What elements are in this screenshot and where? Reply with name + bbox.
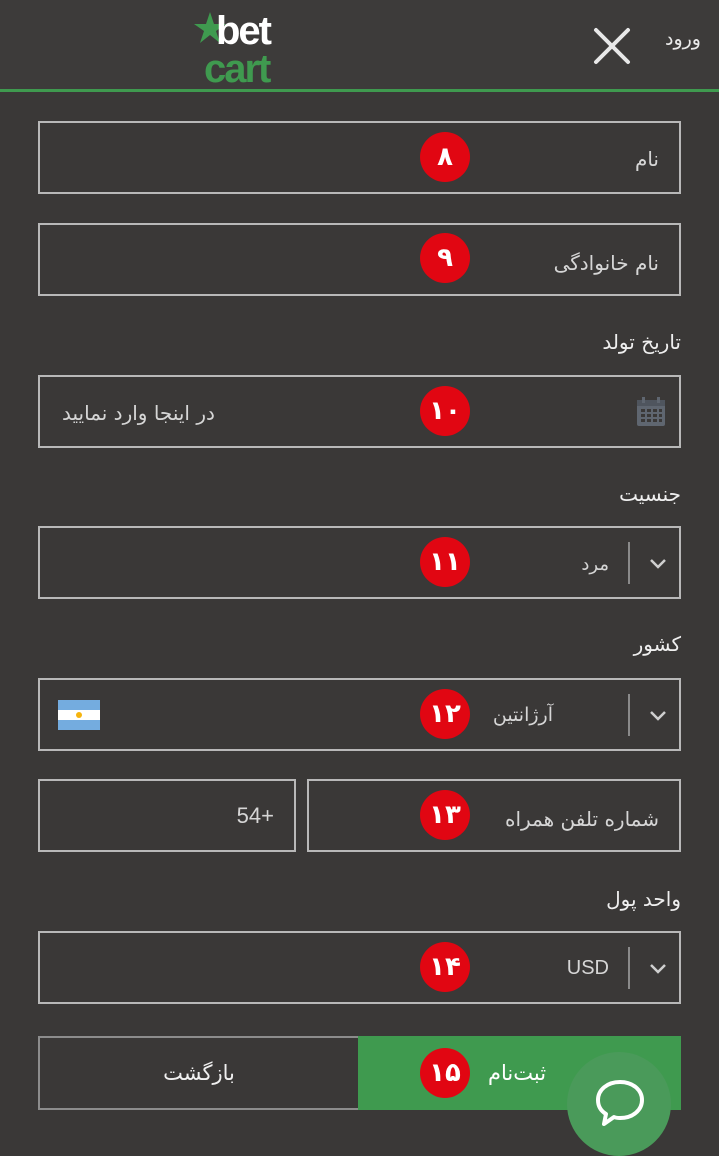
first-name-placeholder: نام bbox=[634, 147, 659, 171]
birth-date-placeholder: در اینجا وارد نمایید bbox=[62, 401, 215, 425]
gender-value: مرد bbox=[581, 554, 609, 575]
currency-label: واحد پول bbox=[606, 887, 681, 911]
step-badge-10: ۱۰ bbox=[420, 386, 470, 436]
last-name-placeholder: نام خانوادگی bbox=[553, 251, 659, 275]
last-name-input[interactable] bbox=[38, 223, 681, 296]
back-button-label: بازگشت bbox=[163, 1061, 235, 1085]
select-divider bbox=[628, 542, 630, 584]
chevron-down-icon bbox=[648, 708, 668, 727]
betcart-logo[interactable] bbox=[192, 6, 292, 86]
chevron-down-icon bbox=[648, 961, 668, 980]
step-badge-8: ۸ bbox=[420, 132, 470, 182]
first-name-input[interactable] bbox=[38, 121, 681, 194]
gender-label: جنسیت bbox=[619, 482, 681, 506]
step-badge-11: ۱۱ bbox=[420, 537, 470, 587]
svg-text:cart: cart bbox=[204, 47, 270, 86]
login-link[interactable]: ورود bbox=[665, 28, 701, 50]
birth-date-input[interactable] bbox=[38, 375, 681, 448]
currency-select[interactable] bbox=[38, 931, 681, 1004]
step-badge-15: ۱۵ bbox=[420, 1048, 470, 1098]
country-value: آرژانتین bbox=[492, 704, 553, 726]
select-divider bbox=[628, 947, 630, 989]
register-button-label: ثبت‌نام bbox=[488, 1061, 547, 1085]
chat-icon bbox=[593, 1076, 647, 1130]
step-badge-12: ۱۲ bbox=[420, 689, 470, 739]
step-badge-9: ۹ bbox=[420, 233, 470, 283]
live-chat-button[interactable] bbox=[567, 1052, 671, 1156]
gender-select[interactable] bbox=[38, 526, 681, 599]
phone-number-input[interactable] bbox=[307, 779, 681, 852]
back-button[interactable] bbox=[38, 1036, 360, 1110]
currency-value: USD bbox=[566, 957, 609, 979]
phone-prefix-value: 54+ bbox=[236, 803, 274, 828]
close-icon[interactable] bbox=[592, 26, 632, 66]
country-label: کشور bbox=[633, 632, 681, 656]
calendar-icon[interactable] bbox=[636, 397, 666, 427]
phone-number-placeholder: شماره تلفن همراه bbox=[505, 807, 659, 831]
birth-date-label: تاریخ تولد bbox=[602, 330, 681, 354]
phone-prefix-input[interactable] bbox=[38, 779, 296, 852]
step-badge-14: ۱۴ bbox=[420, 942, 470, 992]
argentina-flag-icon bbox=[58, 700, 100, 730]
select-divider bbox=[628, 694, 630, 736]
top-header bbox=[0, 0, 719, 92]
chevron-down-icon bbox=[648, 556, 668, 575]
step-badge-13: ۱۳ bbox=[420, 790, 470, 840]
country-select[interactable] bbox=[38, 678, 681, 751]
svg-text:bet: bet bbox=[216, 9, 270, 53]
